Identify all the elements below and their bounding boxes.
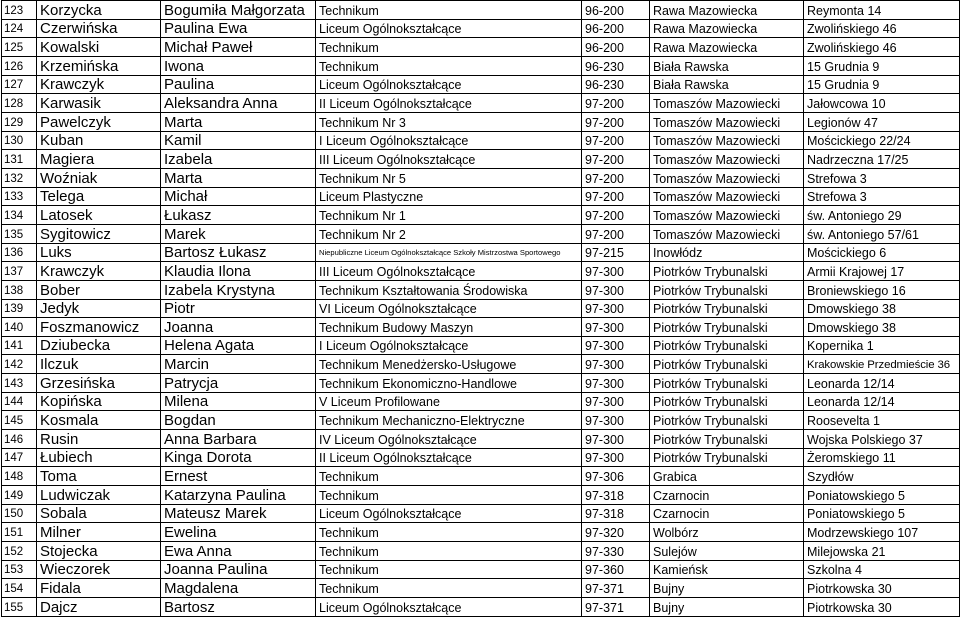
school-cell: Technikum bbox=[316, 1, 582, 20]
city-cell: Tomaszów Mazowiecki bbox=[650, 187, 804, 206]
first-name-cell: Paulina Ewa bbox=[161, 19, 316, 38]
first-name-cell: Magdalena bbox=[161, 579, 316, 598]
school-cell: V Liceum Profilowane bbox=[316, 392, 582, 411]
first-name-cell: Marcin bbox=[161, 355, 316, 374]
table-row bbox=[2, 374, 960, 393]
row-number: 141 bbox=[2, 336, 37, 355]
school-cell: Technikum Nr 1 bbox=[316, 206, 582, 225]
city-cell: Biała Rawska bbox=[650, 75, 804, 94]
city-cell: Piotrków Trybunalski bbox=[650, 262, 804, 281]
street-cell: Reymonta 14 bbox=[804, 1, 960, 20]
first-name-cell: Iwona bbox=[161, 56, 316, 75]
row-number: 144 bbox=[2, 392, 37, 411]
surname-cell: Wieczorek bbox=[37, 560, 161, 579]
row-number: 138 bbox=[2, 280, 37, 299]
table-row bbox=[2, 224, 960, 243]
first-name-cell: Bogdan bbox=[161, 411, 316, 430]
street-cell: Szydłów bbox=[804, 467, 960, 486]
table-row bbox=[2, 411, 960, 430]
postal-code-cell: 97-320 bbox=[582, 523, 650, 542]
surname-cell: Dajcz bbox=[37, 598, 161, 617]
row-number: 129 bbox=[2, 112, 37, 131]
postal-code-cell: 97-200 bbox=[582, 150, 650, 169]
street-cell: Krakowskie Przedmieście 36 bbox=[804, 355, 960, 374]
table-row bbox=[2, 355, 960, 374]
postal-code-cell: 97-300 bbox=[582, 392, 650, 411]
city-cell: Biała Rawska bbox=[650, 56, 804, 75]
surname-cell: Rusin bbox=[37, 430, 161, 449]
street-cell: Mościckiego 6 bbox=[804, 243, 960, 262]
table-row bbox=[2, 504, 960, 523]
first-name-cell: Paulina bbox=[161, 75, 316, 94]
surname-cell: Kuban bbox=[37, 131, 161, 150]
city-cell: Piotrków Trybunalski bbox=[650, 430, 804, 449]
city-cell: Piotrków Trybunalski bbox=[650, 374, 804, 393]
city-cell: Czarnocin bbox=[650, 504, 804, 523]
table-row bbox=[2, 560, 960, 579]
postal-code-cell: 97-215 bbox=[582, 243, 650, 262]
city-cell: Tomaszów Mazowiecki bbox=[650, 131, 804, 150]
table-row bbox=[2, 430, 960, 449]
school-cell: Technikum bbox=[316, 486, 582, 505]
first-name-cell: Marta bbox=[161, 168, 316, 187]
row-number: 146 bbox=[2, 430, 37, 449]
row-number: 149 bbox=[2, 486, 37, 505]
street-cell: Nadrzeczna 17/25 bbox=[804, 150, 960, 169]
street-cell: Zwolińskiego 46 bbox=[804, 38, 960, 57]
row-number: 139 bbox=[2, 299, 37, 318]
city-cell: Piotrków Trybunalski bbox=[650, 448, 804, 467]
postal-code-cell: 97-306 bbox=[582, 467, 650, 486]
postal-code-cell: 97-200 bbox=[582, 168, 650, 187]
row-number: 132 bbox=[2, 168, 37, 187]
surname-cell: Sobala bbox=[37, 504, 161, 523]
postal-code-cell: 97-300 bbox=[582, 299, 650, 318]
first-name-cell: Michał bbox=[161, 187, 316, 206]
postal-code-cell: 97-200 bbox=[582, 94, 650, 113]
street-cell: Legionów 47 bbox=[804, 112, 960, 131]
first-name-cell: Katarzyna Paulina bbox=[161, 486, 316, 505]
school-cell: Technikum bbox=[316, 579, 582, 598]
surname-cell: Kosmala bbox=[37, 411, 161, 430]
surname-cell: Telega bbox=[37, 187, 161, 206]
city-cell: Piotrków Trybunalski bbox=[650, 318, 804, 337]
postal-code-cell: 97-200 bbox=[582, 206, 650, 225]
city-cell: Piotrków Trybunalski bbox=[650, 280, 804, 299]
postal-code-cell: 96-230 bbox=[582, 75, 650, 94]
first-name-cell: Aleksandra Anna bbox=[161, 94, 316, 113]
street-cell: Strefowa 3 bbox=[804, 187, 960, 206]
row-number: 126 bbox=[2, 56, 37, 75]
city-cell: Kamieńsk bbox=[650, 560, 804, 579]
street-cell: Zwolińskiego 46 bbox=[804, 19, 960, 38]
postal-code-cell: 97-300 bbox=[582, 430, 650, 449]
school-cell: Technikum Kształtowania Środowiska bbox=[316, 280, 582, 299]
row-number: 135 bbox=[2, 224, 37, 243]
first-name-cell: Michał Paweł bbox=[161, 38, 316, 57]
school-cell: Technikum bbox=[316, 560, 582, 579]
table-row bbox=[2, 448, 960, 467]
postal-code-cell: 97-330 bbox=[582, 542, 650, 561]
row-number: 134 bbox=[2, 206, 37, 225]
surname-cell: Krawczyk bbox=[37, 262, 161, 281]
school-cell: Liceum Plastyczne bbox=[316, 187, 582, 206]
first-name-cell: Ernest bbox=[161, 467, 316, 486]
row-number: 153 bbox=[2, 560, 37, 579]
school-cell: IV Liceum Ogólnokształcące bbox=[316, 430, 582, 449]
city-cell: Tomaszów Mazowiecki bbox=[650, 168, 804, 187]
table-row bbox=[2, 542, 960, 561]
row-number: 152 bbox=[2, 542, 37, 561]
street-cell: Modrzewskiego 107 bbox=[804, 523, 960, 542]
school-cell: Technikum bbox=[316, 467, 582, 486]
postal-code-cell: 97-300 bbox=[582, 374, 650, 393]
surname-cell: Karwasik bbox=[37, 94, 161, 113]
row-number: 154 bbox=[2, 579, 37, 598]
first-name-cell: Patrycja bbox=[161, 374, 316, 393]
postal-code-cell: 97-300 bbox=[582, 318, 650, 337]
first-name-cell: Kamil bbox=[161, 131, 316, 150]
city-cell: Tomaszów Mazowiecki bbox=[650, 94, 804, 113]
postal-code-cell: 97-300 bbox=[582, 280, 650, 299]
school-cell: Technikum bbox=[316, 38, 582, 57]
first-name-cell: Joanna bbox=[161, 318, 316, 337]
street-cell: Strefowa 3 bbox=[804, 168, 960, 187]
first-name-cell: Klaudia Ilona bbox=[161, 262, 316, 281]
surname-cell: Czerwińska bbox=[37, 19, 161, 38]
table-row bbox=[2, 523, 960, 542]
postal-code-cell: 96-200 bbox=[582, 19, 650, 38]
street-cell: Mościckiego 22/24 bbox=[804, 131, 960, 150]
surname-cell: Krzemińska bbox=[37, 56, 161, 75]
surname-cell: Magiera bbox=[37, 150, 161, 169]
postal-code-cell: 97-300 bbox=[582, 355, 650, 374]
first-name-cell: Bogumiła Małgorzata bbox=[161, 1, 316, 20]
street-cell: Poniatowskiego 5 bbox=[804, 504, 960, 523]
city-cell: Rawa Mazowiecka bbox=[650, 38, 804, 57]
school-cell: Technikum Nr 5 bbox=[316, 168, 582, 187]
row-number: 125 bbox=[2, 38, 37, 57]
school-cell: Liceum Ogólnokształcące bbox=[316, 19, 582, 38]
street-cell: Żeromskiego 11 bbox=[804, 448, 960, 467]
surname-cell: Krawczyk bbox=[37, 75, 161, 94]
surname-cell: Foszmanowicz bbox=[37, 318, 161, 337]
street-cell: św. Antoniego 57/61 bbox=[804, 224, 960, 243]
table-row bbox=[2, 243, 960, 262]
row-number: 131 bbox=[2, 150, 37, 169]
row-number: 150 bbox=[2, 504, 37, 523]
surname-cell: Sygitowicz bbox=[37, 224, 161, 243]
school-cell: Liceum Ogólnokształcące bbox=[316, 504, 582, 523]
postal-code-cell: 97-200 bbox=[582, 187, 650, 206]
postal-code-cell: 97-318 bbox=[582, 504, 650, 523]
surname-cell: Woźniak bbox=[37, 168, 161, 187]
table-row bbox=[2, 392, 960, 411]
first-name-cell: Piotr bbox=[161, 299, 316, 318]
school-cell: I Liceum Ogólnokształcące bbox=[316, 336, 582, 355]
table-row bbox=[2, 579, 960, 598]
city-cell: Tomaszów Mazowiecki bbox=[650, 206, 804, 225]
table-row bbox=[2, 94, 960, 113]
street-cell: Szkolna 4 bbox=[804, 560, 960, 579]
first-name-cell: Marta bbox=[161, 112, 316, 131]
table-row bbox=[2, 1, 960, 20]
street-cell: Broniewskiego 16 bbox=[804, 280, 960, 299]
city-cell: Piotrków Trybunalski bbox=[650, 355, 804, 374]
first-name-cell: Izabela Krystyna bbox=[161, 280, 316, 299]
surname-cell: Ludwiczak bbox=[37, 486, 161, 505]
city-cell: Tomaszów Mazowiecki bbox=[650, 150, 804, 169]
row-number: 147 bbox=[2, 448, 37, 467]
first-name-cell: Ewa Anna bbox=[161, 542, 316, 561]
postal-code-cell: 96-200 bbox=[582, 38, 650, 57]
first-name-cell: Bartosz Łukasz bbox=[161, 243, 316, 262]
postal-code-cell: 96-200 bbox=[582, 1, 650, 20]
city-cell: Piotrków Trybunalski bbox=[650, 411, 804, 430]
table-row bbox=[2, 131, 960, 150]
postal-code-cell: 97-371 bbox=[582, 598, 650, 617]
row-number: 148 bbox=[2, 467, 37, 486]
row-number: 143 bbox=[2, 374, 37, 393]
school-cell: Liceum Ogólnokształcące bbox=[316, 75, 582, 94]
school-cell: Technikum Nr 3 bbox=[316, 112, 582, 131]
street-cell: Jałowcowa 10 bbox=[804, 94, 960, 113]
surname-cell: Ilczuk bbox=[37, 355, 161, 374]
surname-cell: Łubiech bbox=[37, 448, 161, 467]
surname-cell: Grzesińska bbox=[37, 374, 161, 393]
first-name-cell: Helena Agata bbox=[161, 336, 316, 355]
street-cell: Armii Krajowej 17 bbox=[804, 262, 960, 281]
table-row bbox=[2, 38, 960, 57]
street-cell: Roosevelta 1 bbox=[804, 411, 960, 430]
row-number: 124 bbox=[2, 19, 37, 38]
school-cell: Technikum Budowy Maszyn bbox=[316, 318, 582, 337]
row-number: 140 bbox=[2, 318, 37, 337]
school-cell: VI Liceum Ogólnokształcące bbox=[316, 299, 582, 318]
postal-code-cell: 97-300 bbox=[582, 411, 650, 430]
street-cell: Dmowskiego 38 bbox=[804, 318, 960, 337]
first-name-cell: Bartosz bbox=[161, 598, 316, 617]
school-cell: Technikum bbox=[316, 523, 582, 542]
school-cell: III Liceum Ogólnokształcące bbox=[316, 150, 582, 169]
table-row bbox=[2, 112, 960, 131]
street-cell: 15 Grudnia 9 bbox=[804, 56, 960, 75]
school-cell: III Liceum Ogólnokształcące bbox=[316, 262, 582, 281]
table-row bbox=[2, 168, 960, 187]
school-cell: II Liceum Ogólnokształcące bbox=[316, 94, 582, 113]
school-cell: Technikum bbox=[316, 56, 582, 75]
school-cell: II Liceum Ogólnokształcące bbox=[316, 448, 582, 467]
street-cell: Wojska Polskiego 37 bbox=[804, 430, 960, 449]
first-name-cell: Łukasz bbox=[161, 206, 316, 225]
row-number: 133 bbox=[2, 187, 37, 206]
row-number: 123 bbox=[2, 1, 37, 20]
surname-cell: Korzycka bbox=[37, 1, 161, 20]
first-name-cell: Izabela bbox=[161, 150, 316, 169]
surname-cell: Toma bbox=[37, 467, 161, 486]
first-name-cell: Anna Barbara bbox=[161, 430, 316, 449]
surname-cell: Luks bbox=[37, 243, 161, 262]
street-cell: Piotrkowska 30 bbox=[804, 598, 960, 617]
street-cell: 15 Grudnia 9 bbox=[804, 75, 960, 94]
city-cell: Piotrków Trybunalski bbox=[650, 392, 804, 411]
first-name-cell: Ewelina bbox=[161, 523, 316, 542]
table-row bbox=[2, 262, 960, 281]
school-cell: Technikum Nr 2 bbox=[316, 224, 582, 243]
postal-code-cell: 97-200 bbox=[582, 224, 650, 243]
city-cell: Rawa Mazowiecka bbox=[650, 19, 804, 38]
row-number: 130 bbox=[2, 131, 37, 150]
school-cell: Liceum Ogólnokształcące bbox=[316, 598, 582, 617]
row-number: 137 bbox=[2, 262, 37, 281]
students-table bbox=[1, 0, 960, 617]
school-cell: Technikum Mechaniczno-Elektryczne bbox=[316, 411, 582, 430]
school-cell: Niepubliczne Liceum Ogólnokształcące Szkoły Mistrzostwa Sportowego bbox=[316, 243, 582, 262]
table-row bbox=[2, 56, 960, 75]
table-row bbox=[2, 598, 960, 617]
postal-code-cell: 97-300 bbox=[582, 448, 650, 467]
row-number: 127 bbox=[2, 75, 37, 94]
street-cell: św. Antoniego 29 bbox=[804, 206, 960, 225]
street-cell: Kopernika 1 bbox=[804, 336, 960, 355]
street-cell: Leonarda 12/14 bbox=[804, 374, 960, 393]
city-cell: Inowłódz bbox=[650, 243, 804, 262]
postal-code-cell: 97-200 bbox=[582, 112, 650, 131]
first-name-cell: Kinga Dorota bbox=[161, 448, 316, 467]
surname-cell: Kopińska bbox=[37, 392, 161, 411]
postal-code-cell: 97-371 bbox=[582, 579, 650, 598]
first-name-cell: Joanna Paulina bbox=[161, 560, 316, 579]
city-cell: Bujny bbox=[650, 598, 804, 617]
surname-cell: Fidala bbox=[37, 579, 161, 598]
table-row bbox=[2, 19, 960, 38]
row-number: 155 bbox=[2, 598, 37, 617]
surname-cell: Dziubecka bbox=[37, 336, 161, 355]
postal-code-cell: 97-300 bbox=[582, 336, 650, 355]
postal-code-cell: 97-318 bbox=[582, 486, 650, 505]
row-number: 151 bbox=[2, 523, 37, 542]
surname-cell: Jedyk bbox=[37, 299, 161, 318]
table-row bbox=[2, 187, 960, 206]
postal-code-cell: 96-230 bbox=[582, 56, 650, 75]
first-name-cell: Marek bbox=[161, 224, 316, 243]
city-cell: Sulejów bbox=[650, 542, 804, 561]
surname-cell: Stojecka bbox=[37, 542, 161, 561]
city-cell: Tomaszów Mazowiecki bbox=[650, 112, 804, 131]
first-name-cell: Mateusz Marek bbox=[161, 504, 316, 523]
city-cell: Grabica bbox=[650, 467, 804, 486]
table-row bbox=[2, 206, 960, 225]
table-row bbox=[2, 299, 960, 318]
city-cell: Piotrków Trybunalski bbox=[650, 336, 804, 355]
school-cell: I Liceum Ogólnokształcące bbox=[316, 131, 582, 150]
street-cell: Piotrkowska 30 bbox=[804, 579, 960, 598]
street-cell: Leonarda 12/14 bbox=[804, 392, 960, 411]
table-row bbox=[2, 280, 960, 299]
table-row bbox=[2, 318, 960, 337]
postal-code-cell: 97-360 bbox=[582, 560, 650, 579]
street-cell: Dmowskiego 38 bbox=[804, 299, 960, 318]
city-cell: Wolbórz bbox=[650, 523, 804, 542]
row-number: 128 bbox=[2, 94, 37, 113]
surname-cell: Milner bbox=[37, 523, 161, 542]
surname-cell: Kowalski bbox=[37, 38, 161, 57]
surname-cell: Latosek bbox=[37, 206, 161, 225]
city-cell: Piotrków Trybunalski bbox=[650, 299, 804, 318]
table-body bbox=[2, 1, 960, 617]
street-cell: Poniatowskiego 5 bbox=[804, 486, 960, 505]
street-cell: Milejowska 21 bbox=[804, 542, 960, 561]
school-cell: Technikum Ekonomiczno-Handlowe bbox=[316, 374, 582, 393]
city-cell: Rawa Mazowiecka bbox=[650, 1, 804, 20]
row-number: 145 bbox=[2, 411, 37, 430]
school-cell: Technikum Menedżersko-Usługowe bbox=[316, 355, 582, 374]
row-number: 142 bbox=[2, 355, 37, 374]
table-row bbox=[2, 486, 960, 505]
surname-cell: Pawelczyk bbox=[37, 112, 161, 131]
surname-cell: Bober bbox=[37, 280, 161, 299]
table-row bbox=[2, 336, 960, 355]
city-cell: Czarnocin bbox=[650, 486, 804, 505]
first-name-cell: Milena bbox=[161, 392, 316, 411]
city-cell: Tomaszów Mazowiecki bbox=[650, 224, 804, 243]
row-number: 136 bbox=[2, 243, 37, 262]
postal-code-cell: 97-200 bbox=[582, 131, 650, 150]
school-cell: Technikum bbox=[316, 542, 582, 561]
table-row bbox=[2, 467, 960, 486]
postal-code-cell: 97-300 bbox=[582, 262, 650, 281]
table-row bbox=[2, 75, 960, 94]
table-row bbox=[2, 150, 960, 169]
city-cell: Bujny bbox=[650, 579, 804, 598]
